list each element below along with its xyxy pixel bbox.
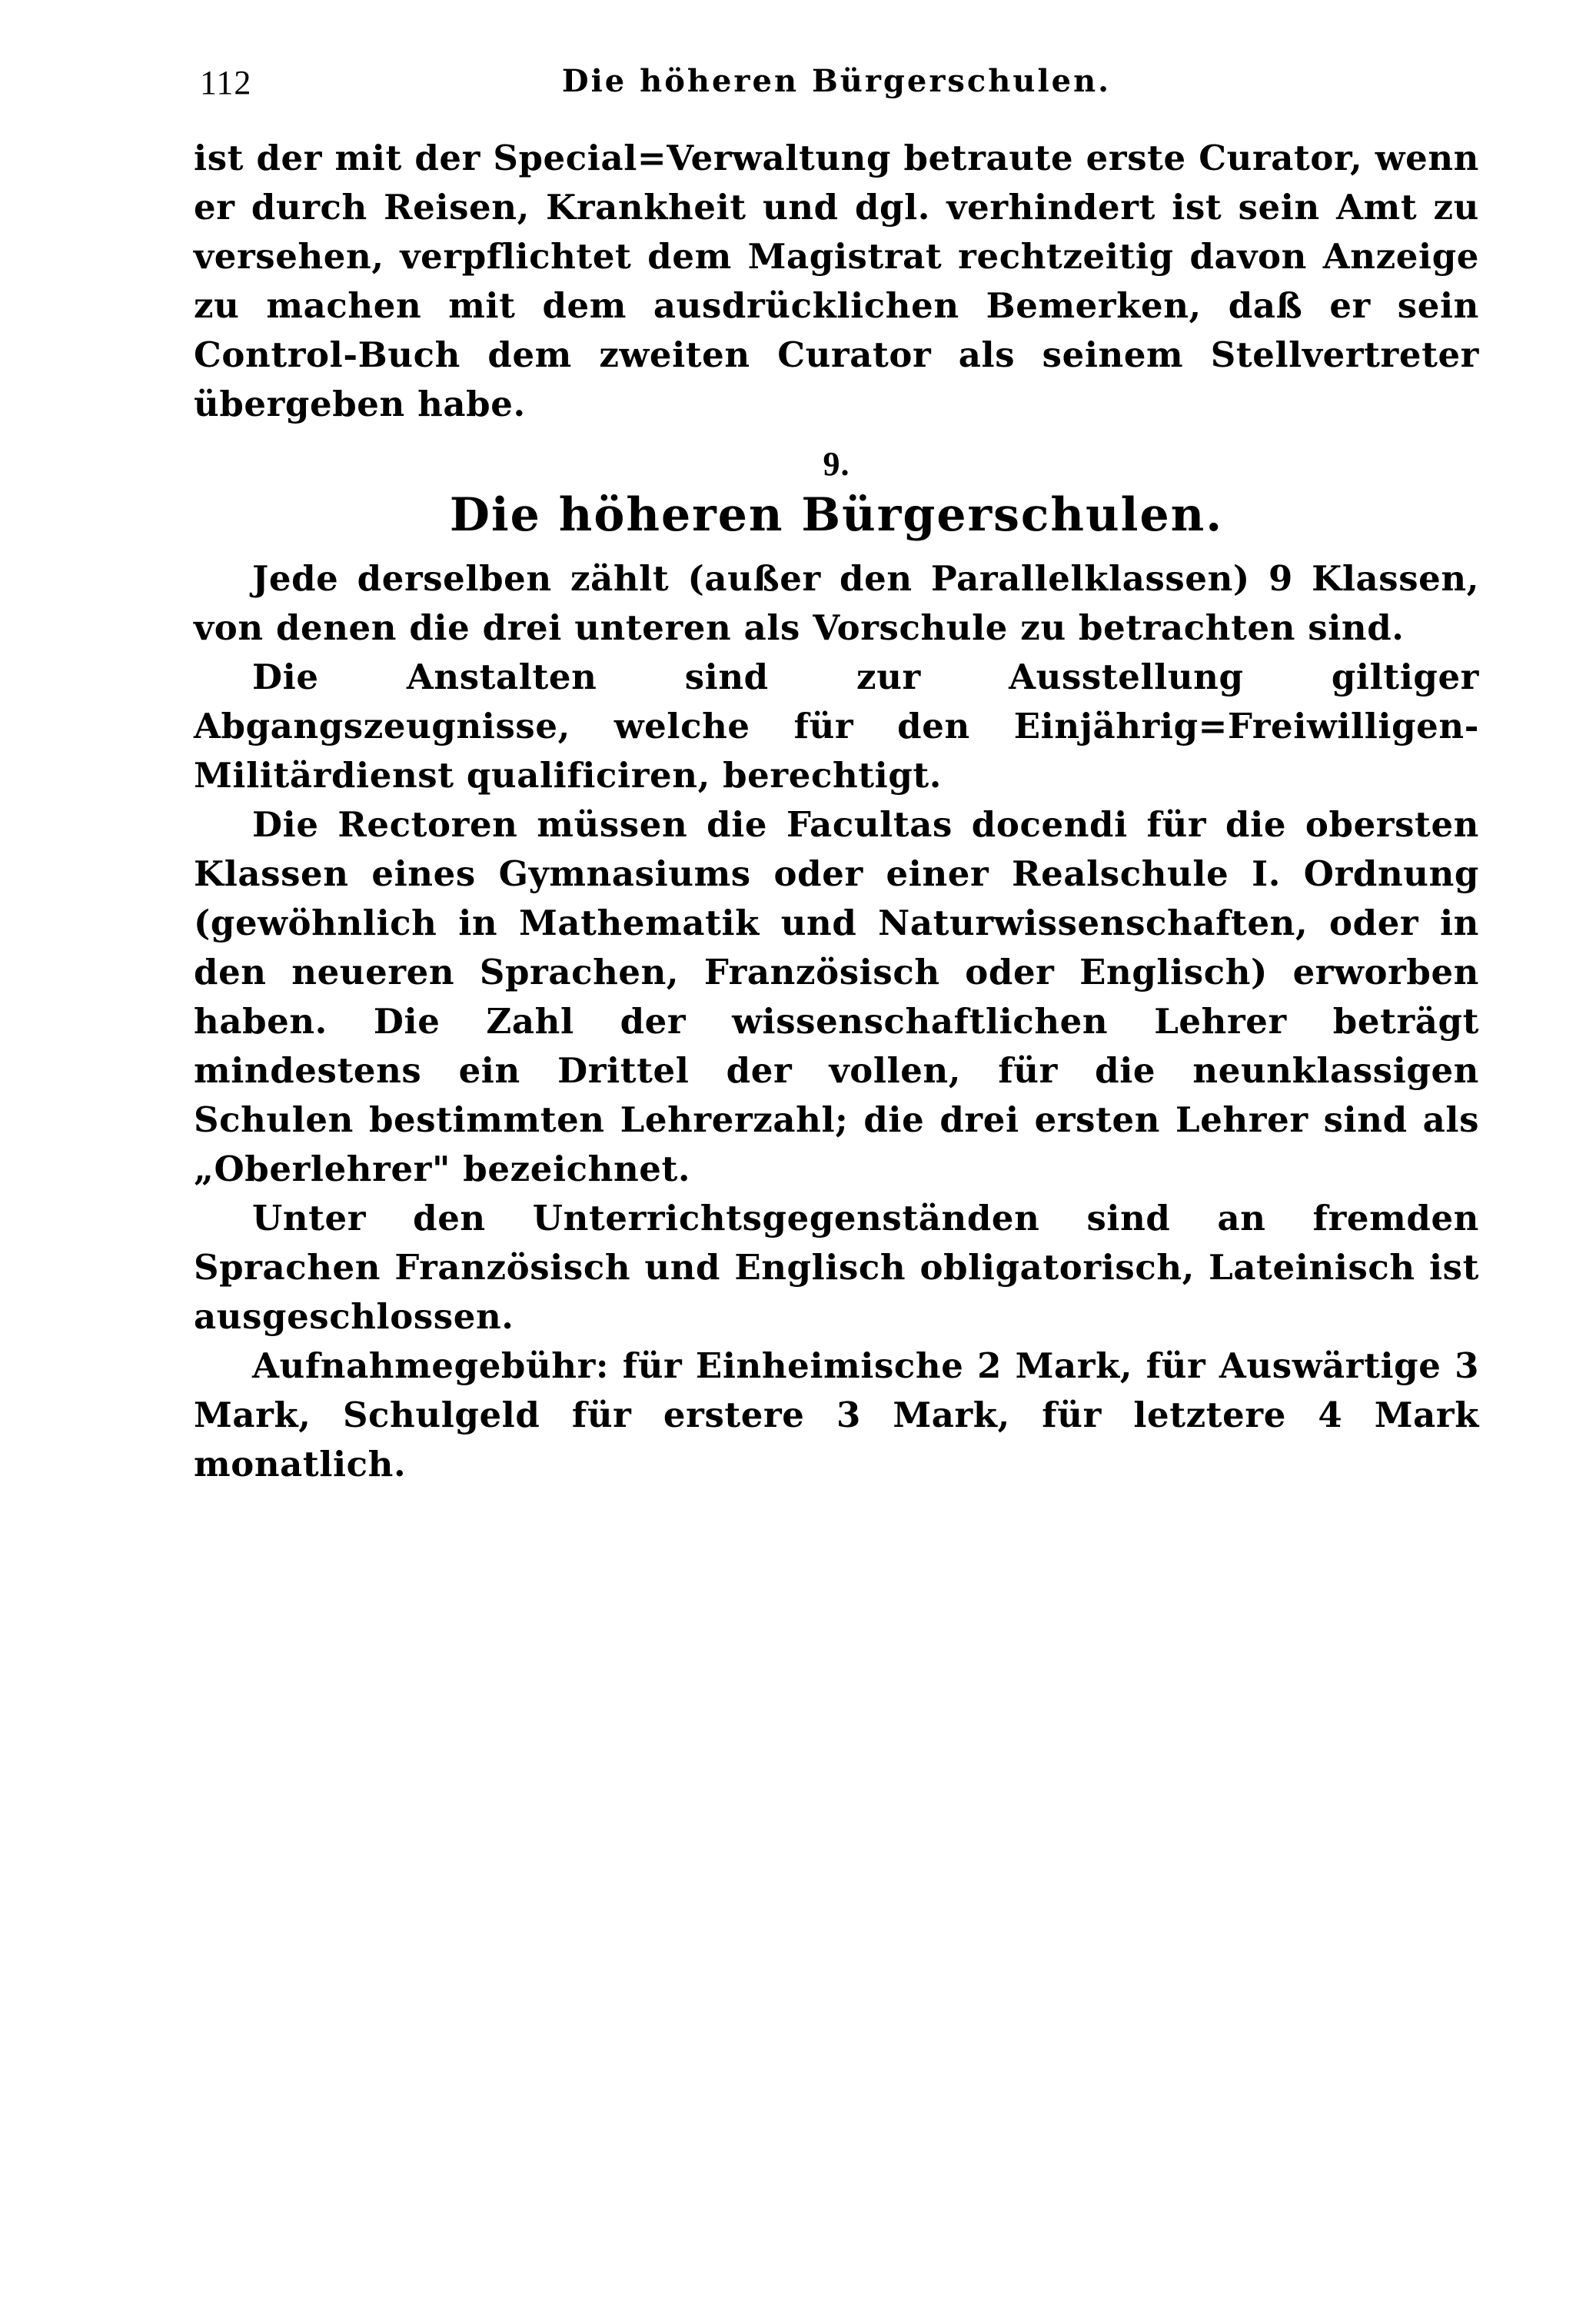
body-text xyxy=(194,134,1479,1489)
paragraph-2: Die Anstalten sind zur Ausstellung giltiger Abgangszeugnisse, welche für den Einjährig=Freiwilligen-Militärdienst qualificiren, berechtigt. xyxy=(194,657,1479,796)
running-head-title: Die höheren Bürgerschulen. xyxy=(561,63,1112,99)
section-number: 9. xyxy=(823,445,850,483)
paragraph-continued: ist der mit der Special=Verwaltung betraute erste Curator, wenn er durch Reisen, Krankheit und dgl. verhindert ist sein Amt zu versehen, verpflichtet dem Magistrat rechtzeitig davon Anzeige zu machen mit dem ausdrücklichen Bemerken, daß er sein Control-Buch dem zweiten Curator als seinem Stellvertreter übergeben habe. xyxy=(194,138,1479,424)
text-block xyxy=(194,60,1479,1489)
paragraph-4: Unter den Unterrichtsgegenständen sind an fremden Sprachen Französisch und Englisch obligatorisch, Lateinisch ist ausgeschlossen. xyxy=(194,1198,1479,1338)
paragraph-1: Jede derselben zählt (außer den Parallelklassen) 9 Klassen, von denen die drei unteren als Vorschule zu betrachten sind. xyxy=(194,558,1479,649)
paragraph-3: Die Rectoren müssen die Facultas docendi für die obersten Klassen eines Gymnasiums oder einer Realschule I. Ordnung (gewöhnlich in Mathematik und Naturwissenschaften, oder in den neueren Sprachen, Französisch oder Englisch) erworben haben. Die Zahl der wissenschaftlichen Lehrer beträgt mindestens ein Drittel der vollen, für die neunklassigen Schulen bestimmten Lehrerzahl; die drei ersten Lehrer sind als „Oberlehrer" bezeichnet. xyxy=(194,804,1479,1190)
running-head xyxy=(194,60,1479,134)
section-title: Die höheren Bürgerschulen. xyxy=(449,488,1224,543)
page-number: 112 xyxy=(200,64,252,101)
paragraph-5: Aufnahmegebühr: für Einheimische 2 Mark, für Auswärtige 3 Mark, Schulgeld für erstere 3 Mark, für letztere 4 Mark monatlich. xyxy=(194,1345,1479,1485)
